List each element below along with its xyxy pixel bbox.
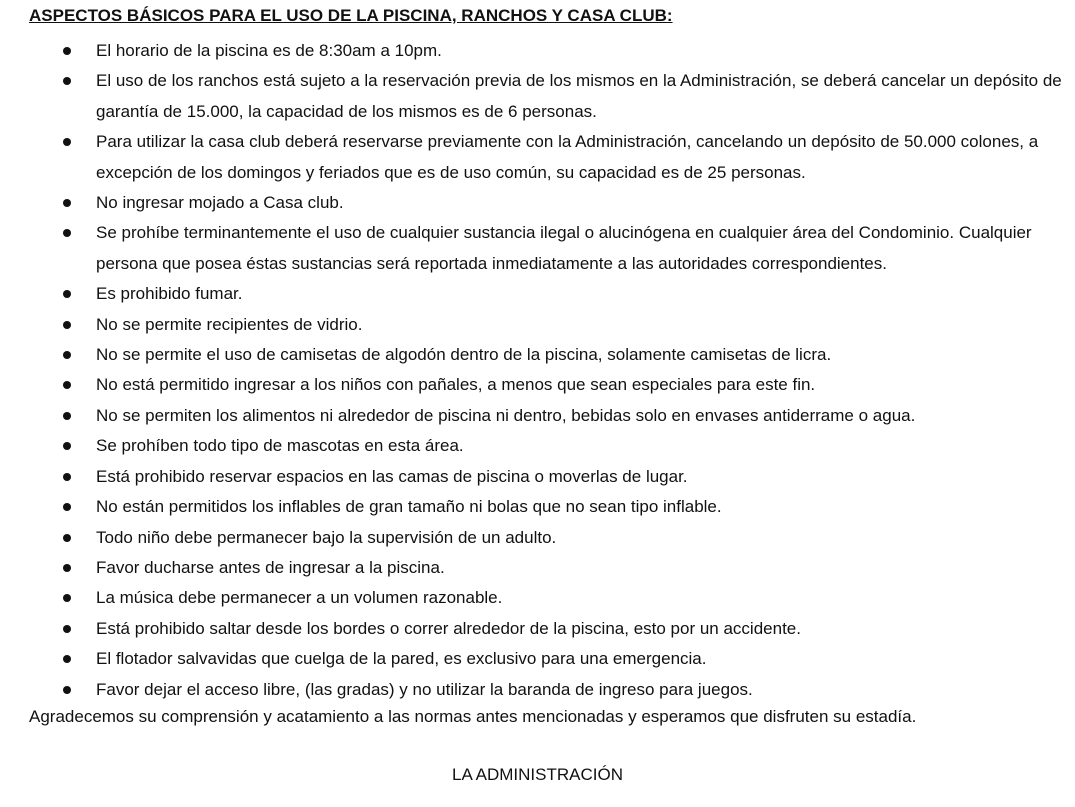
rule-text: No se permite el uso de camisetas de algodón dentro de la piscina, solamente camisetas de licra. (96, 345, 832, 365)
rule-text: La música debe permanecer a un volumen razonable. (96, 588, 503, 608)
rule-item (0, 340, 1075, 370)
rule-text: No se permiten los alimentos ni alrededor de piscina ni dentro, bebidas solo en envases antiderrame o agua. (96, 405, 916, 425)
rule-text: No está permitido ingresar a los niños con pañales, a menos que sean especiales para este fin. (96, 375, 816, 395)
rule-item (0, 370, 1075, 400)
rule-text: El horario de la piscina es de 8:30am a 10pm. (96, 41, 442, 60)
bullet-icon (63, 564, 71, 572)
rule-item (0, 462, 1075, 492)
rule-item (0, 644, 1075, 674)
rule-item (0, 431, 1075, 461)
rule-item (0, 583, 1075, 613)
rule-item (0, 553, 1075, 583)
document-title: ASPECTOS BÁSICOS PARA EL USO DE LA PISCINA, RANCHOS Y CASA CLUB: (29, 6, 673, 25)
bullet-icon (63, 351, 71, 359)
rule-text: El flotador salvavidas que cuelga de la pared, es exclusivo para una emergencia. (96, 649, 707, 669)
rule-item (0, 218, 1075, 279)
rule-item (0, 279, 1075, 309)
rule-text: Se prohíbe terminantemente el uso de cualquier sustancia ilegal o alucinógena en cualquier área del Condominio. Cualquier persona que posea éstas sustancias será reportada inmediatamente a las autoridades correspondientes. (96, 223, 1032, 273)
bullet-icon (63, 655, 71, 663)
rule-item (0, 675, 1075, 705)
bullet-icon (63, 625, 71, 633)
bullet-icon (63, 473, 71, 481)
bullet-icon (63, 594, 71, 602)
rule-text: Está prohibido saltar desde los bordes o correr alrededor de la piscina, esto por un accidente. (96, 618, 801, 638)
bullet-icon (63, 138, 71, 146)
closing-paragraph: Agradecemos su comprensión y acatamiento a las normas antes mencionadas y esperamos que disfruten su estadía. (29, 707, 917, 726)
rule-item (0, 36, 1075, 66)
rule-text: Se prohíben todo tipo de mascotas en esta área. (96, 436, 464, 456)
rule-text: El uso de los ranchos está sujeto a la reservación previa de los mismos en la Administración, se deberá cancelar un depósito de garantía de 15.000, la capacidad de los mismos es de 6 personas. (96, 71, 1062, 121)
bullet-icon (63, 381, 71, 389)
bullet-icon (63, 503, 71, 511)
bullet-icon (63, 77, 71, 85)
rule-text: Está prohibido reservar espacios en las camas de piscina o moverlas de lugar. (96, 466, 688, 486)
rule-text: No se permite recipientes de vidrio. (96, 314, 363, 334)
signature: LA ADMINISTRACIÓN (452, 765, 623, 784)
rule-item (0, 188, 1075, 218)
bullet-icon (63, 290, 71, 298)
bullet-icon (63, 229, 71, 237)
rule-text: No están permitidos los inflables de gran tamaño ni bolas que no sean tipo inflable. (96, 497, 722, 517)
rule-text: Es prohibido fumar. (96, 284, 243, 304)
bullet-icon (63, 199, 71, 207)
rule-text: Favor dejar el acceso libre, (las gradas) y no utilizar la baranda de ingreso para juegos. (96, 679, 753, 699)
rule-text: No ingresar mojado a Casa club. (96, 193, 344, 213)
bullet-icon (63, 442, 71, 450)
rule-item (0, 523, 1075, 553)
bullet-icon (63, 534, 71, 542)
rule-item (0, 127, 1075, 188)
rule-item (0, 614, 1075, 644)
rule-item (0, 310, 1075, 340)
bullet-icon (63, 47, 71, 55)
rule-text: Para utilizar la casa club deberá reservarse previamente con la Administración, cancelando un depósito de 50.000 colones, a excepción de los domingos y feriados que es de uso común, su capacidad es de 25 personas. (96, 132, 1039, 182)
bullet-icon (63, 321, 71, 329)
rule-item (0, 492, 1075, 522)
bullet-icon (63, 686, 71, 694)
rule-text: Favor ducharse antes de ingresar a la piscina. (96, 557, 445, 577)
bullet-icon (63, 412, 71, 420)
rule-item (0, 66, 1075, 127)
rules-list (0, 36, 1075, 705)
rule-text: Todo niño debe permanecer bajo la supervisión de un adulto. (96, 527, 557, 547)
rule-item (0, 401, 1075, 431)
